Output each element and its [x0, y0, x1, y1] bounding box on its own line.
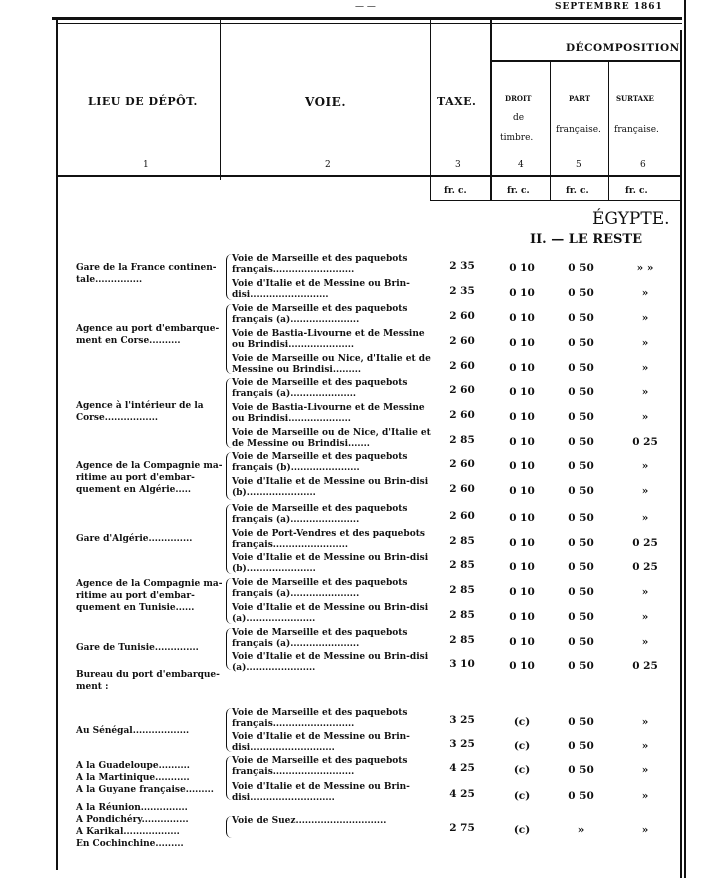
route-droit: 0 10: [509, 287, 535, 299]
route-droit: 0 10: [509, 262, 535, 274]
route-part: 0 50: [568, 386, 594, 398]
route-surtaxe: »: [641, 362, 649, 374]
route-droit: (c): [513, 716, 531, 728]
route-droit: (c): [513, 740, 531, 752]
route-taxe: 4 25: [449, 788, 475, 800]
place-senegal: Au Sénégal..................: [76, 726, 190, 736]
route-voie: Voie de Marseille et des paquebots français (a)......................: [232, 578, 408, 599]
route-voie: Voie d'Italie et de Messine ou Brin-disi...........................: [232, 732, 410, 753]
route-part: 0 50: [568, 740, 594, 752]
route-surtaxe: »: [641, 586, 649, 598]
unit-rule: [430, 200, 680, 201]
route-part: 0 50: [568, 790, 594, 802]
route-voie: Voie de Bastia-Livourne et de Messine ou Brindisi.....................: [232, 329, 425, 350]
place-cochinchine: En Cochinchine.........: [76, 839, 184, 849]
route-surtaxe: »: [641, 287, 649, 299]
top-fragment-left: — —: [355, 2, 376, 12]
route-voie: Voie d'Italie et de Messine ou Brin-disi.........................: [232, 279, 410, 300]
col-number-4: 4: [518, 160, 524, 170]
route-taxe: 2 85: [449, 634, 475, 646]
route-voie: Voie de Marseille et des paquebots français (a)......................: [232, 504, 408, 525]
top-border-inner: [56, 23, 682, 24]
place-martinique: A la Martinique...........: [76, 773, 190, 783]
route-voie: Voie de Marseille ou Nice, d'Italie et de Messine ou Brindisi.........: [232, 354, 431, 375]
route-droit: 0 10: [509, 337, 535, 349]
route-part: 0 50: [568, 764, 594, 776]
route-voie: Voie de Marseille et des paquebots français (a)......................: [232, 304, 408, 325]
route-part: 0 50: [568, 362, 594, 374]
route-part: 0 50: [568, 611, 594, 623]
route-voie: Voie d'Italie et de Messine ou Brin-disi (a)......................: [232, 603, 429, 624]
header-droit-1: DROIT: [505, 94, 532, 103]
section-title: ÉGYPTE.: [592, 209, 670, 229]
route-surtaxe: »: [641, 611, 649, 623]
col-sep-5: [608, 62, 609, 200]
route-droit: 0 10: [509, 411, 535, 423]
header-decomposition: DÉCOMPOSITION: [566, 42, 680, 54]
route-taxe: 2 60: [449, 510, 475, 522]
header-droit-2: de: [513, 113, 525, 123]
route-taxe: 2 75: [449, 822, 475, 834]
route-droit: 0 10: [509, 537, 535, 549]
route-surtaxe: »: [641, 740, 649, 752]
col-sep-4: [550, 62, 551, 200]
route-droit: (c): [513, 824, 531, 836]
route-voie: Voie de Marseille ou de Nice, d'Italie et de Messine ou Brindisi.......: [232, 428, 431, 449]
route-surtaxe: »: [641, 636, 649, 648]
route-taxe: 2 85: [449, 584, 475, 596]
section-subtitle: II. — LE RESTE: [530, 232, 642, 247]
route-droit: 0 10: [509, 312, 535, 324]
header-voie: VOIE.: [305, 95, 346, 109]
header-surtaxe-2: française.: [614, 125, 659, 135]
route-voie: Voie d'Italie et de Messine ou Brin-disi (b)......................: [232, 477, 429, 498]
route-part: »: [577, 824, 585, 836]
route-part: 0 50: [568, 337, 594, 349]
route-droit: 0 10: [509, 561, 535, 573]
right-page-border: [680, 30, 682, 878]
route-taxe: 2 60: [449, 360, 475, 372]
route-part: 0 50: [568, 561, 594, 573]
route-surtaxe: »: [641, 485, 649, 497]
route-part: 0 50: [568, 716, 594, 728]
route-taxe: 4 25: [449, 762, 475, 774]
col-sep-3: [490, 20, 492, 200]
unit-droit: fr. c.: [507, 186, 530, 196]
col-number-2: 2: [325, 160, 331, 170]
route-droit: (c): [513, 764, 531, 776]
route-part: 0 50: [568, 586, 594, 598]
header-part-2: française.: [556, 125, 601, 135]
header-taxe: TAXE.: [437, 95, 477, 108]
place-karikal: A Karikal..................: [76, 827, 180, 837]
route-taxe: 2 35: [449, 260, 475, 272]
route-surtaxe: 0 25: [632, 561, 658, 573]
top-border: [52, 17, 682, 20]
route-droit: (c): [513, 790, 531, 802]
route-taxe: 2 60: [449, 384, 475, 396]
route-voie: Voie de Marseille et des paquebots français..........................: [232, 756, 408, 777]
header-part-1: PART: [569, 94, 591, 103]
route-surtaxe: »: [641, 386, 649, 398]
route-taxe: 3 10: [449, 658, 475, 670]
place-gare-tunisie: Gare de Tunisie..............: [76, 643, 199, 653]
route-surtaxe: » »: [636, 262, 654, 274]
route-surtaxe: 0 25: [632, 660, 658, 672]
route-surtaxe: »: [641, 512, 649, 524]
route-voie: Voie de Bastia-Livourne et de Messine ou Brindisi....................: [232, 403, 425, 424]
route-voie: Voie de Marseille et des paquebots français (a)......................: [232, 628, 408, 649]
route-voie: Voie de Marseille et des paquebots français (a).....................: [232, 378, 408, 399]
route-droit: 0 10: [509, 636, 535, 648]
route-voie: Voie d'Italie et de Messine ou Brin-disi (b)......................: [232, 553, 429, 574]
route-part: 0 50: [568, 485, 594, 497]
route-taxe: 2 35: [449, 285, 475, 297]
route-voie: Voie de Marseille et des paquebots français (b)......................: [232, 452, 408, 473]
route-droit: 0 10: [509, 460, 535, 472]
route-surtaxe: »: [641, 460, 649, 472]
route-voie: Voie d'Italie et de Messine ou Brin-disi (a)......................: [232, 652, 429, 673]
place-pondichery: A Pondichéry...............: [76, 815, 189, 825]
route-part: 0 50: [568, 660, 594, 672]
route-taxe: 2 60: [449, 483, 475, 495]
header-rule: [58, 175, 680, 177]
route-droit: 0 10: [509, 660, 535, 672]
route-taxe: 2 60: [449, 409, 475, 421]
place-guadeloupe: A la Guadeloupe..........: [76, 761, 190, 771]
route-taxe: 2 85: [449, 535, 475, 547]
route-voie: Voie de Port-Vendres et des paquebots français........................: [232, 529, 425, 550]
route-droit: 0 10: [509, 611, 535, 623]
place-guyane: A la Guyane française.........: [76, 785, 214, 795]
unit-taxe: fr. c.: [444, 186, 467, 196]
route-taxe: 2 85: [449, 609, 475, 621]
route-taxe: 2 60: [449, 335, 475, 347]
col-number-1: 1: [143, 160, 149, 170]
route-part: 0 50: [568, 287, 594, 299]
col-sep-1: [220, 20, 221, 180]
route-taxe: 3 25: [449, 738, 475, 750]
place-gare-algerie: Gare d'Algérie..............: [76, 534, 193, 544]
decomp-underline: [490, 60, 680, 62]
route-part: 0 50: [568, 636, 594, 648]
col-number-5: 5: [576, 160, 582, 170]
place-reunion: A la Réunion...............: [76, 803, 188, 813]
route-surtaxe: »: [641, 764, 649, 776]
right-edge-strip: [684, 0, 686, 878]
route-taxe: 2 60: [449, 458, 475, 470]
route-surtaxe: »: [641, 337, 649, 349]
route-surtaxe: »: [641, 312, 649, 324]
route-part: 0 50: [568, 512, 594, 524]
route-droit: 0 10: [509, 436, 535, 448]
place-bureau-port: Bureau du port d'embarque-ment :: [76, 670, 220, 692]
route-taxe: 2 85: [449, 434, 475, 446]
route-droit: 0 10: [509, 386, 535, 398]
header-lieu-de-depot: LIEU DE DÉPÔT.: [88, 95, 198, 108]
route-voie: Voie de Suez.............................: [232, 816, 387, 826]
route-surtaxe: »: [641, 411, 649, 423]
route-voie: Voie de Marseille et des paquebots français..........................: [232, 254, 408, 275]
unit-surtaxe: fr. c.: [625, 186, 648, 196]
route-part: 0 50: [568, 262, 594, 274]
header-droit-3: timbre.: [500, 133, 534, 143]
route-part: 0 50: [568, 460, 594, 472]
left-border: [56, 18, 58, 870]
route-surtaxe: »: [641, 824, 649, 836]
top-fragment-right: SEPTEMBRE 1861: [555, 2, 663, 12]
place-agence-algerie: Agence de la Compagnie ma-ritime au port d'embar-quement en Algérie.....: [76, 461, 223, 495]
route-droit: 0 10: [509, 362, 535, 374]
header-surtaxe-1: SURTAXE: [616, 94, 654, 103]
col-number-6: 6: [640, 160, 646, 170]
col-number-3: 3: [455, 160, 461, 170]
place-agence-interieur-corse: Agence à l'intérieur de la Corse.................: [76, 401, 204, 423]
unit-part: fr. c.: [566, 186, 589, 196]
route-droit: 0 10: [509, 485, 535, 497]
route-voie: Voie de Marseille et des paquebots français..........................: [232, 708, 408, 729]
place-gare-france: Gare de la France continen-tale...............: [76, 263, 217, 285]
route-surtaxe: 0 25: [632, 436, 658, 448]
route-part: 0 50: [568, 436, 594, 448]
route-part: 0 50: [568, 537, 594, 549]
route-voie: Voie d'Italie et de Messine ou Brin-disi...........................: [232, 782, 410, 803]
route-surtaxe: »: [641, 790, 649, 802]
place-agence-port-corse: Agence au port d'embarque-ment en Corse..........: [76, 324, 220, 346]
route-part: 0 50: [568, 312, 594, 324]
route-surtaxe: »: [641, 716, 649, 728]
route-taxe: 2 85: [449, 559, 475, 571]
route-taxe: 2 60: [449, 310, 475, 322]
route-taxe: 3 25: [449, 714, 475, 726]
col-sep-2: [430, 20, 431, 200]
route-droit: 0 10: [509, 512, 535, 524]
route-droit: 0 10: [509, 586, 535, 598]
route-part: 0 50: [568, 411, 594, 423]
place-agence-tunisie: Agence de la Compagnie ma-ritime au port d'embar-quement en Tunisie......: [76, 579, 223, 613]
route-surtaxe: 0 25: [632, 537, 658, 549]
